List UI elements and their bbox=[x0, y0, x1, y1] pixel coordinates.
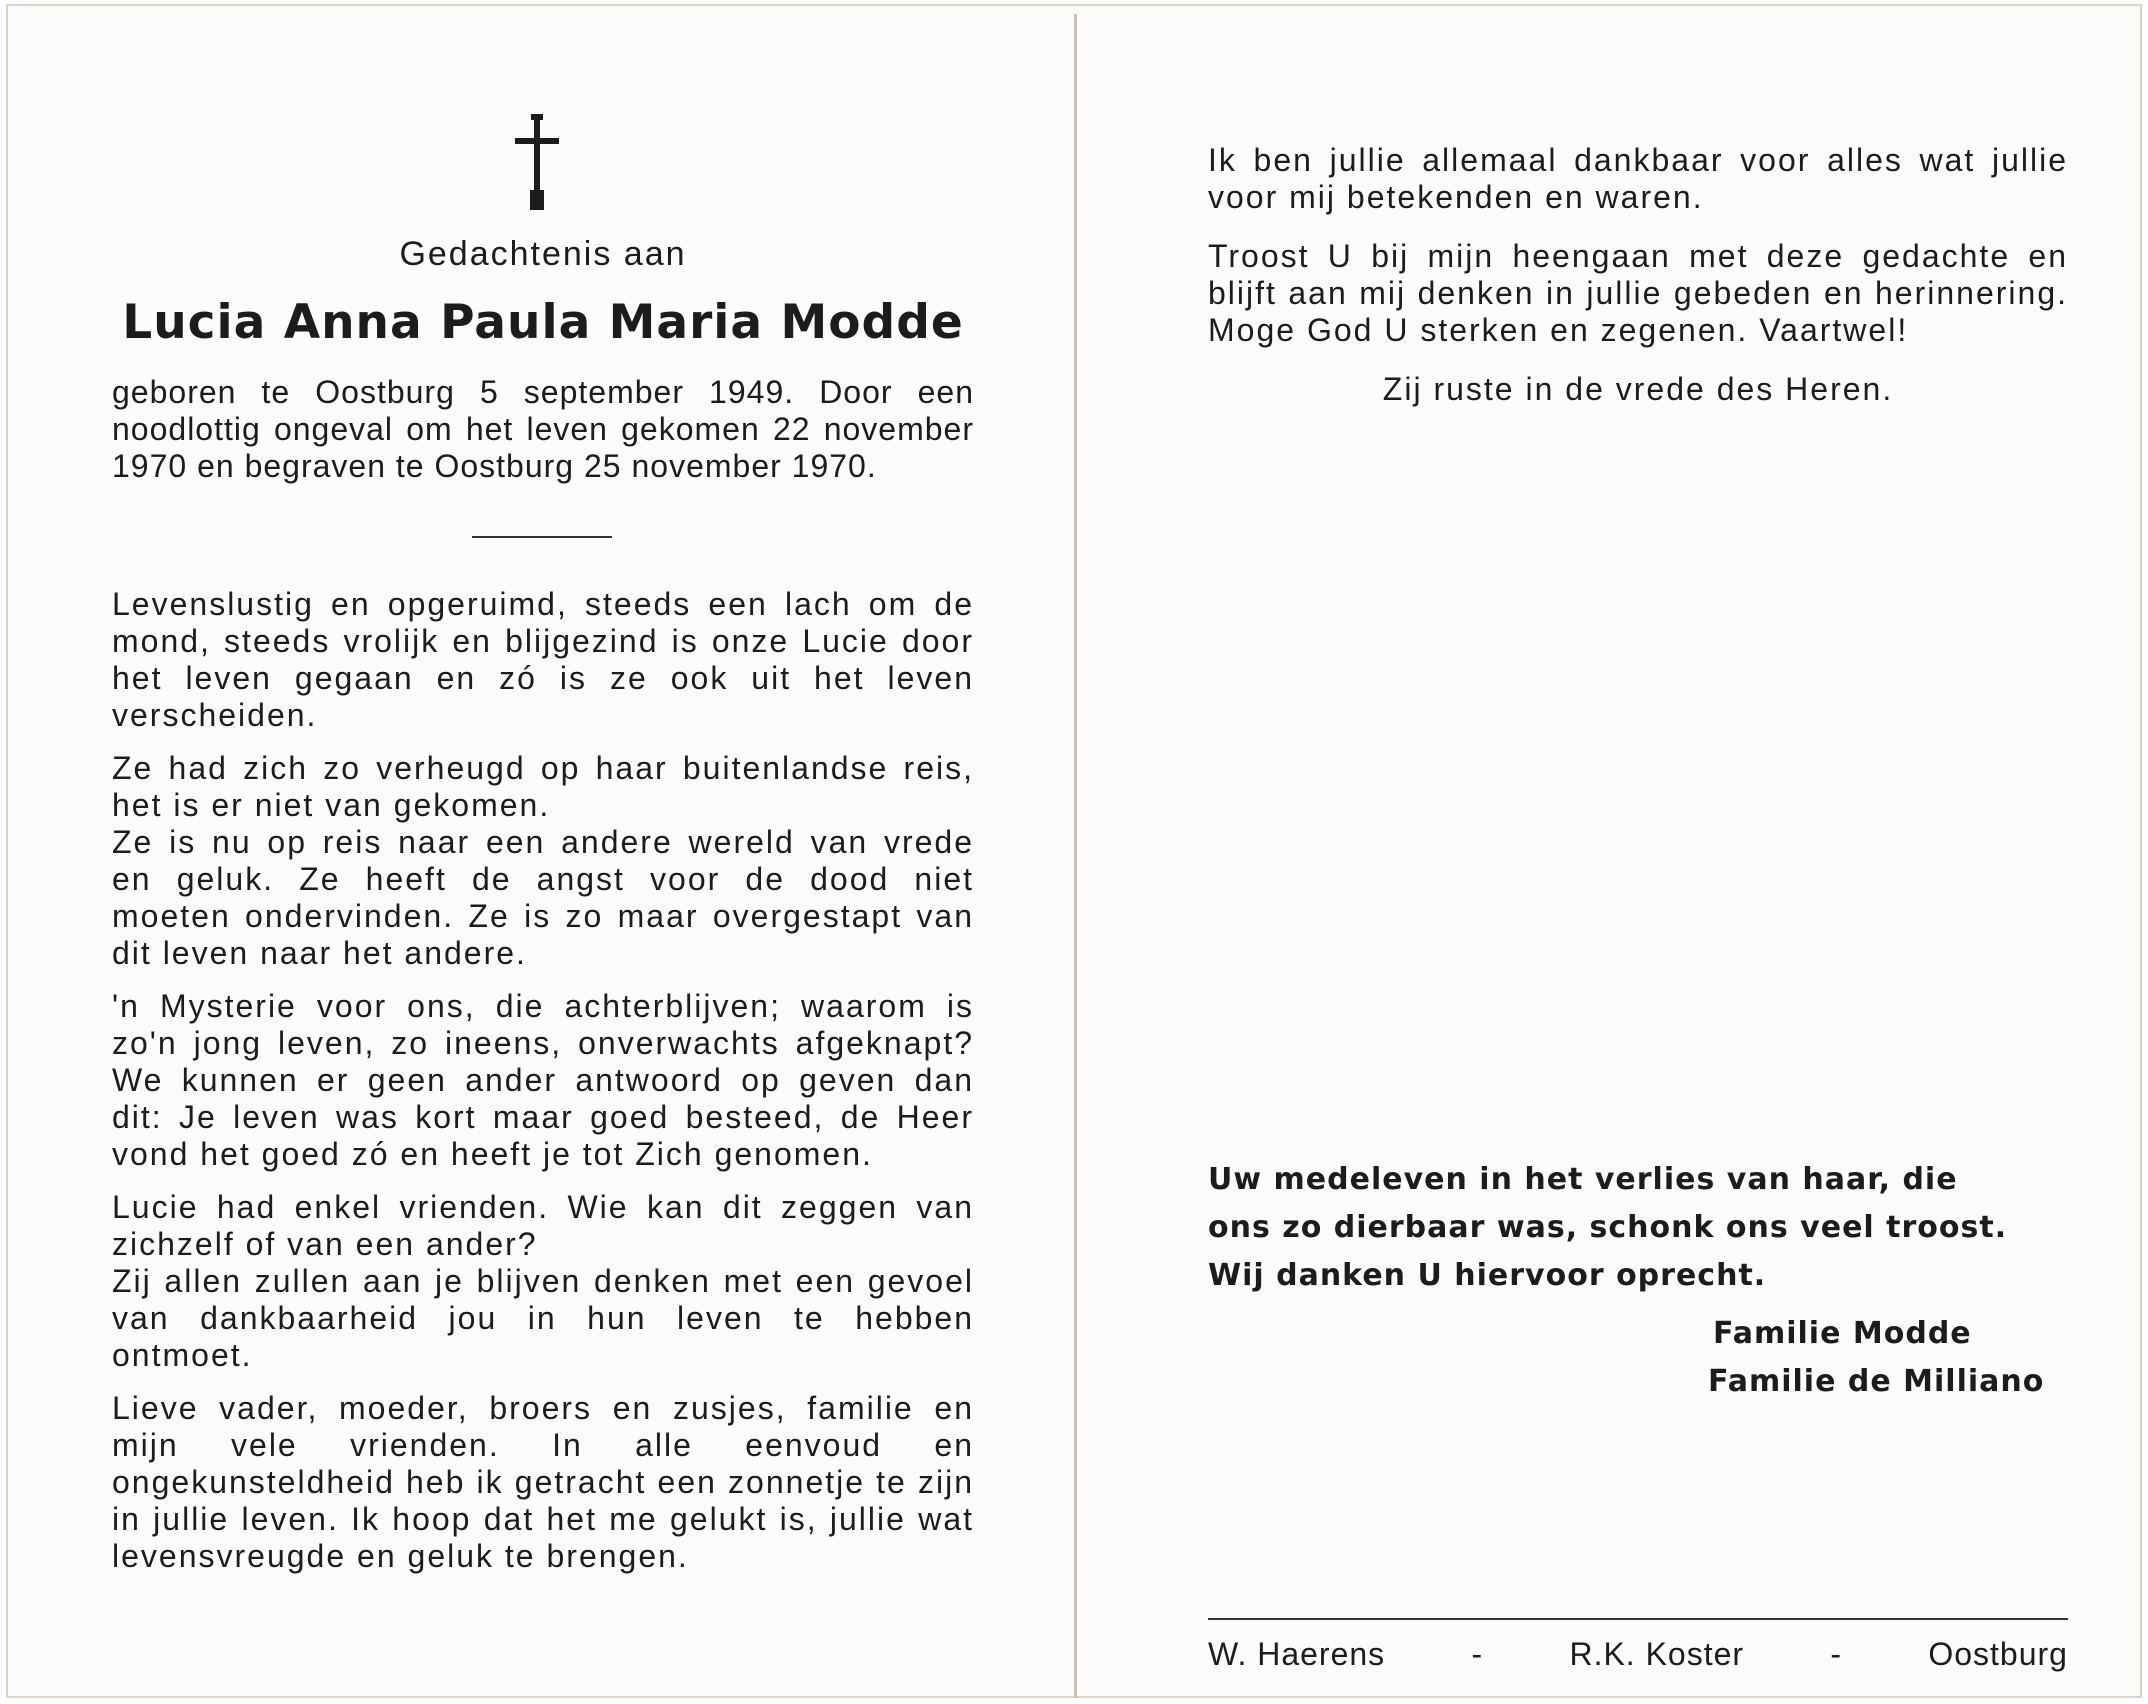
paragraph: Ze had zich zo verheugd op haar buitenlandse reis, het is er niet van gekomen. Ze is nu op reis naar een andere wereld van vrede en geluk. Ze heeft de angst voor de dood niet moeten ondervinden. Ze is zo maar overgestapt van dit leven naar het andere. bbox=[112, 750, 974, 971]
thanks-text: Uw medeleven in het verlies van haar, die ons zo dierbaar was, schonk ons veel troost. Wij danken U hiervoor oprecht. bbox=[1208, 1162, 2008, 1293]
paragraph: Lieve vader, moeder, broers en zusjes, familie en mijn vele vrienden. In alle eenvoud en ongekunsteldheid heb ik getracht een zonnetje te zijn in jullie leven. Ik hoop dat het me gelukt is, jullie wat levensvreugde en geluk te brengen. bbox=[112, 1390, 974, 1574]
paragraph: Troost U bij mijn heengaan met deze gedachte en blijft aan mij denken in jullie gebeden en herinnering. Moge God U sterken en zegenen. Vaartwel! bbox=[1208, 238, 2068, 348]
family-signature: Familie Modde bbox=[1713, 1316, 1972, 1351]
divider bbox=[472, 536, 612, 538]
prayer-line: Zij ruste in de vrede des Heren. bbox=[1382, 371, 1894, 407]
separator: - bbox=[1471, 1636, 1484, 1672]
memorial-text bbox=[112, 586, 974, 1591]
paragraph: 'n Mysterie voor ons, die achterblijven; waarom is zo'n jong leven, zo ineens, onverwachts afgeknapt? We kunnen er geen ander antwoord op geven dan dit: Je leven was kort maar goed besteed, de Heer vond het goed zó en heeft je tot Zich genomen. bbox=[112, 988, 974, 1172]
right-panel bbox=[1208, 6, 2068, 1696]
paragraph: Levenslustig en opgeruimd, steeds een lach om de mond, steeds vrolijk en blijgezind is onze Lucie door het leven gegaan en zó is ze ook uit het leven verscheiden. bbox=[112, 586, 974, 733]
deceased-name: Lucia Anna Paula Maria Modde bbox=[122, 295, 964, 350]
printer-town: Oostburg bbox=[1928, 1636, 2068, 1672]
paragraph: Ik ben jullie allemaal dankbaar voor alles wat jullie voor mij betekenden en waren. bbox=[1208, 142, 2068, 215]
fold-line bbox=[1074, 14, 1077, 1698]
bio-text: geboren te Oostburg 5 september 1949. Door een noodlottig ongeval om het leven gekomen 22 november 1970 en begraven te Oostburg 25 november 1970. bbox=[112, 374, 974, 484]
intro-text: Gedachtenis aan bbox=[399, 235, 687, 273]
cross-icon bbox=[515, 114, 559, 210]
printer-name: W. Haerens bbox=[1208, 1636, 1386, 1672]
divider bbox=[1208, 1618, 2068, 1620]
family-signature: Familie de Milliano bbox=[1708, 1364, 2045, 1399]
paragraph: Lucie had enkel vrienden. Wie kan dit zeggen van zichzelf of van een ander? Zij allen zullen aan je blijven denken met een gevoel van dankbaarheid jou in hun leven te hebben ontmoet. bbox=[112, 1189, 974, 1373]
left-panel bbox=[112, 6, 974, 1696]
memorial-card bbox=[6, 4, 2142, 1698]
printer-line bbox=[1208, 1634, 2068, 1674]
farewell-text bbox=[1208, 142, 2068, 430]
printer-company: R.K. Koster bbox=[1569, 1636, 1745, 1672]
separator: - bbox=[1830, 1636, 1843, 1672]
